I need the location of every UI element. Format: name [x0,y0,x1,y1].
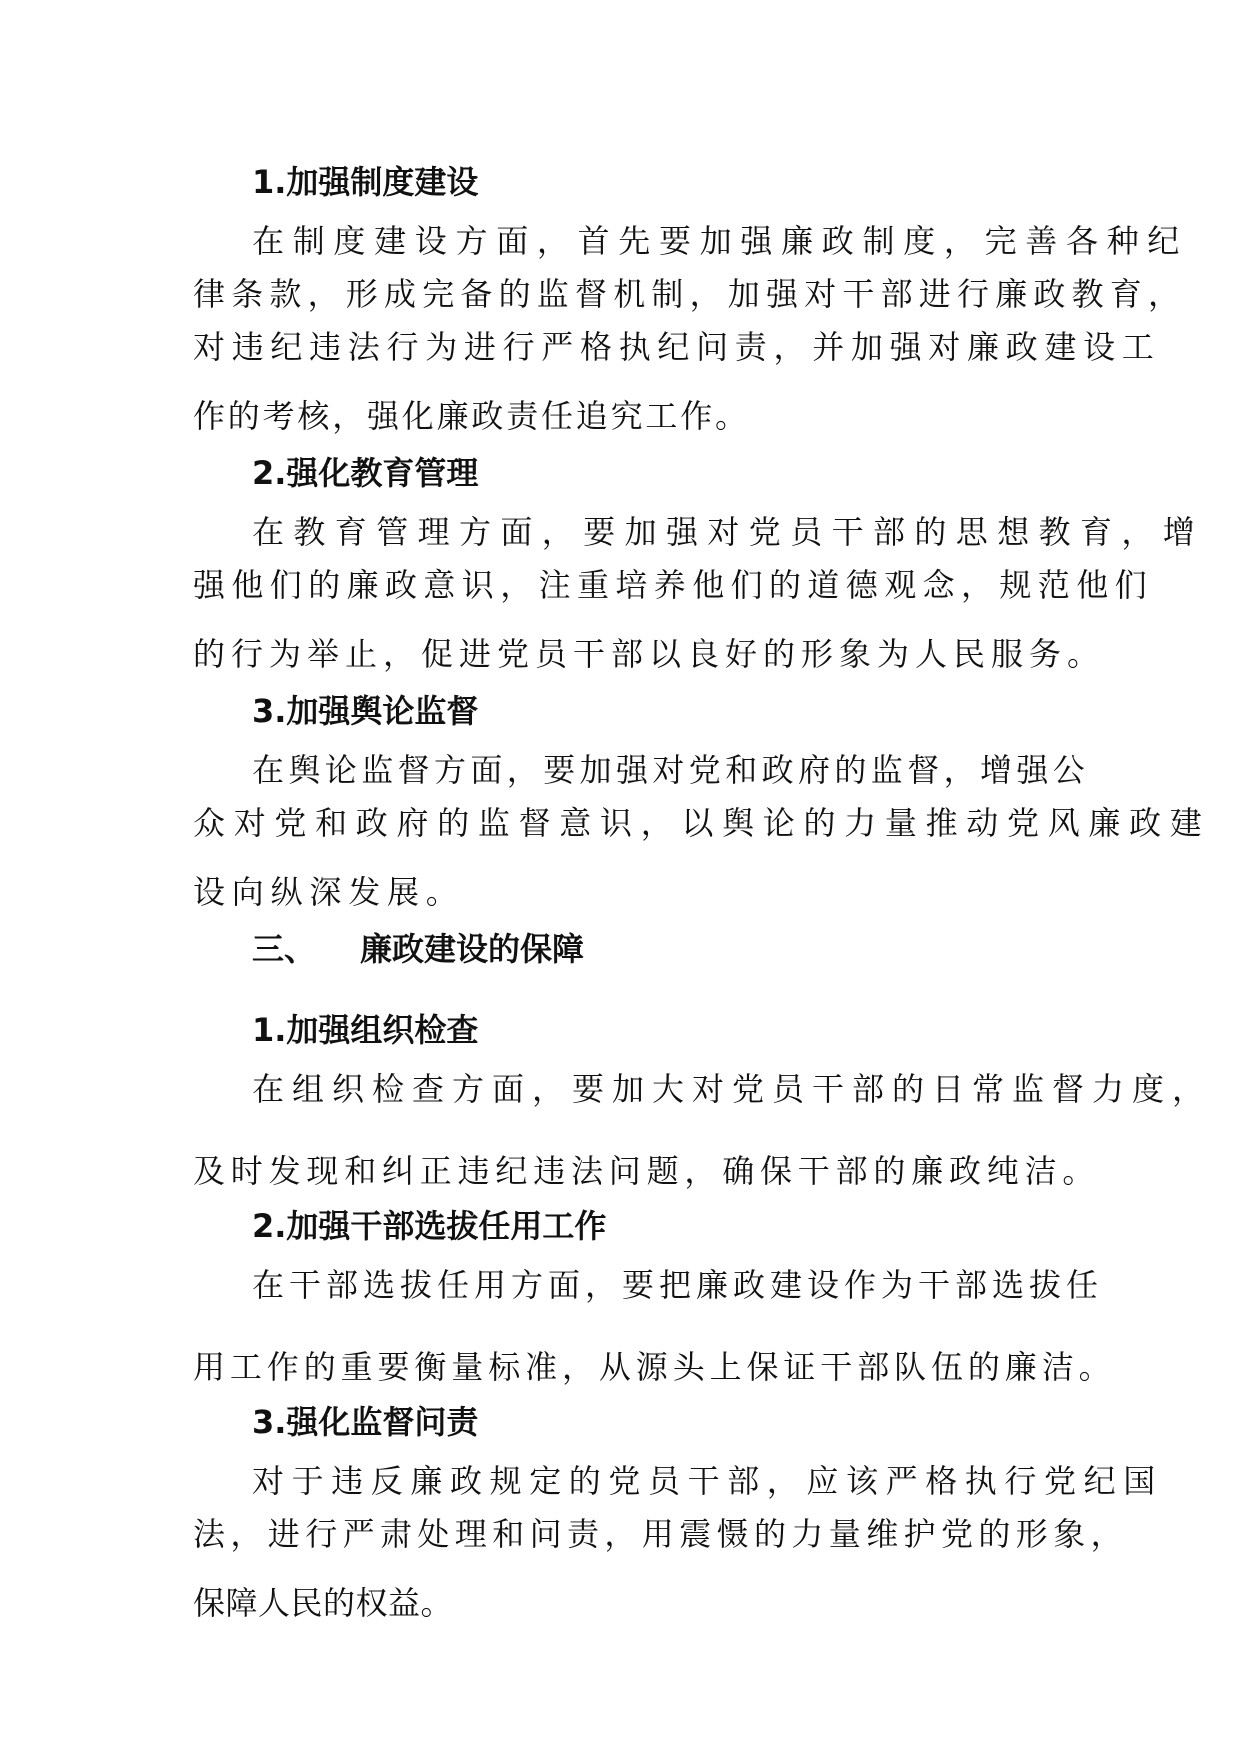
paragraph-line: 对于违反廉政规定的党员干部，应该严格执行党纪国 [252,1462,1163,1500]
part-heading [252,929,584,969]
section-heading: 3.强化监督问责 [252,1403,479,1441]
section-heading: 1.加强组织检查 [252,1011,479,1049]
paragraph-line: 在制度建设方面，首先要加强廉政制度，完善各种纪 [252,222,1189,260]
section-heading: 2.强化教育管理 [252,454,479,492]
paragraph-line: 保障人民的权益。 [193,1584,454,1622]
paragraph-line: 在干部选拔任用方面，要把廉政建设作为干部选拔任 [252,1266,1104,1304]
part-title: 廉政建设的保障 [360,930,585,968]
paragraph-line: 及时发现和纠正违纪违法问题，确保干部的廉政纯洁。 [193,1152,1101,1190]
paragraph-line: 作的考核，强化廉政责任追究工作。 [193,397,750,435]
paragraph-line: 法，进行严肃处理和问责，用震慑的力量维护党的形象， [193,1515,1129,1553]
paragraph-line: 在教育管理方面，要加强对党员干部的思想教育，增 [252,513,1205,551]
paragraph-line: 强他们的廉政意识，注重培养他们的道德观念，规范他们 [193,566,1154,604]
part-number: 三、 [252,930,317,968]
paragraph-line: 律条款，形成完备的监督机制，加强对干部进行廉政教育， [193,275,1187,313]
paragraph-line: 用工作的重要衡量标准，从源头上保证干部队伍的廉洁。 [193,1348,1116,1386]
paragraph-line: 设向纵深发展。 [193,873,465,911]
paragraph-line: 的行为举止，促进党员干部以良好的形象为人民服务。 [193,635,1106,673]
paragraph-line: 在组织检查方面，要加大对党员干部的日常监督力度， [252,1070,1213,1108]
paragraph-line: 对违纪违法行为进行严格执纪问责，并加强对廉政建设工 [193,328,1161,366]
section-heading: 3.加强舆论监督 [252,692,479,730]
paragraph-line: 众对党和政府的监督意识，以舆论的力量推动党风廉政建 [193,804,1211,842]
paragraph-line: 在舆论监督方面，要加强对党和政府的监督，增强公 [252,751,1090,789]
section-heading: 2.加强干部选拔任用工作 [252,1207,607,1245]
section-heading: 1.加强制度建设 [252,163,479,201]
